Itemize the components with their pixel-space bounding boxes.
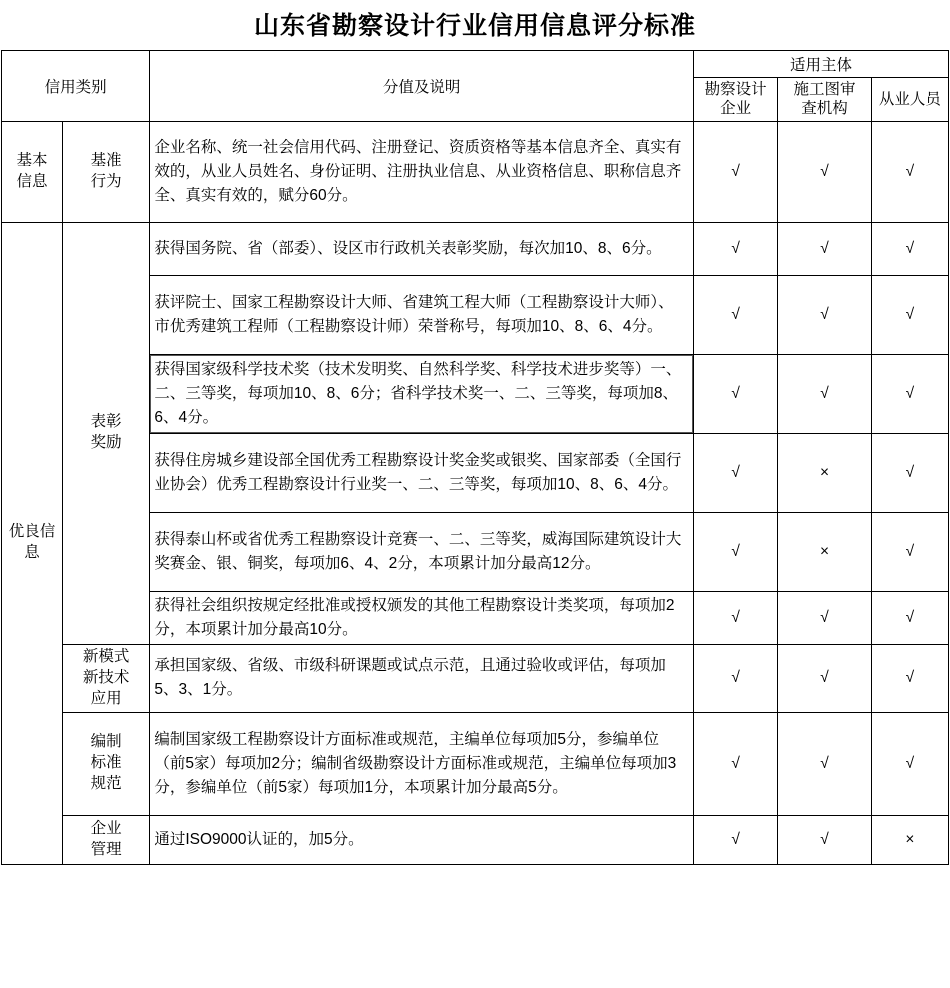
category-good-info-line1: 优良信 <box>8 523 56 541</box>
subject-2-line2: 查机构 <box>801 100 848 118</box>
row-description: 承担国家级、省级、市级科研课题或试点示范，且通过验收或评估，每项加5、3、1分。 <box>150 644 694 712</box>
subcategory-standard-drafting <box>62 712 149 815</box>
subcategory-baseline-behavior <box>62 121 149 222</box>
subcategory-newtech-line3: 应用 <box>90 689 122 707</box>
header-score-description: 分值及说明 <box>150 51 694 122</box>
mark-practitioner: √ <box>871 222 948 275</box>
header-subject-drawing-review <box>778 78 871 122</box>
subcategory-newtech-line2: 新技术 <box>82 668 130 686</box>
subcategory-newtech-line1: 新模式 <box>82 647 130 665</box>
category-good-info-line2: 息 <box>24 544 40 562</box>
table-row <box>2 712 949 815</box>
mark-design-enterprise: √ <box>693 591 777 644</box>
header-applicable-group: 适用主体 <box>693 51 948 78</box>
header-credit-category: 信用类别 <box>2 51 150 122</box>
subcategory-new-technology <box>62 644 149 712</box>
mark-drawing-review: × <box>778 433 871 512</box>
subcategory-mgmt-line2: 管理 <box>90 840 122 858</box>
mark-practitioner: √ <box>871 275 948 354</box>
mark-practitioner: √ <box>871 354 948 433</box>
mark-design-enterprise: √ <box>693 712 777 815</box>
subject-1-line1: 勘察设计 <box>704 81 767 98</box>
subcategory-mgmt-line1: 企业 <box>90 819 122 837</box>
row-description: 获得泰山杯或省优秀工程勘察设计竞赛一、二、三等奖，威海国际建筑设计大奖赛金、银、铜奖，每项加6、4、2分，本项累计加分最高12分。 <box>150 512 694 591</box>
mark-practitioner: √ <box>871 644 948 712</box>
row-description: 获得国家级科学技术奖（技术发明奖、自然科学奖、科学技术进步奖等）一、二、三等奖，每项加10、8、6分；省科学技术奖一、二、三等奖，每项加8、6、4分。 <box>150 354 694 433</box>
row-description: 编制国家级工程勘察设计方面标准或规范，主编单位每项加5分，参编单位（前5家）每项加2分；编制省级勘察设计方面标准或规范，主编单位每项加3分，参编单位（前5家）每项加1分，本项累计加分最高5分。 <box>150 712 694 815</box>
mark-design-enterprise: √ <box>693 512 777 591</box>
table-row <box>2 121 949 222</box>
mark-drawing-review: × <box>778 512 871 591</box>
mark-drawing-review: √ <box>778 591 871 644</box>
row-description: 通过ISO9000认证的，加5分。 <box>150 815 694 864</box>
row-description: 获得国务院、省（部委）、设区市行政机关表彰奖励，每次加10、8、6分。 <box>150 222 694 275</box>
subcategory-standard-line1: 编制 <box>90 733 122 751</box>
subcategory-commendation-line2: 奖励 <box>90 434 122 452</box>
credit-score-table <box>1 50 949 865</box>
row-description: 获得住房城乡建设部全国优秀工程勘察设计奖金奖或银奖、国家部委（全国行业协会）优秀工程勘察设计行业奖一、二、三等奖，每项加10、8、6、4分。 <box>150 433 694 512</box>
mark-design-enterprise: √ <box>693 644 777 712</box>
mark-design-enterprise: √ <box>693 354 777 433</box>
category-basic-info-line1: 基本 <box>16 151 48 169</box>
mark-design-enterprise: √ <box>693 815 777 864</box>
mark-drawing-review: √ <box>778 712 871 815</box>
mark-drawing-review: √ <box>778 222 871 275</box>
mark-design-enterprise: √ <box>693 222 777 275</box>
subcategory-standard-line3: 规范 <box>90 775 122 792</box>
header-subject-design-enterprise <box>693 78 777 122</box>
row-description: 获得社会组织按规定经批准或授权颁发的其他工程勘察设计类奖项，每项加2分，本项累计加分最高10分。 <box>150 591 694 644</box>
mark-design-enterprise: √ <box>693 433 777 512</box>
category-basic-info-line2: 信息 <box>16 172 48 190</box>
table-row <box>2 644 949 712</box>
mark-practitioner: √ <box>871 512 948 591</box>
mark-design-enterprise: √ <box>693 275 777 354</box>
row-description: 企业名称、统一社会信用代码、注册登记、资质资格等基本信息齐全、真实有效的，从业人员姓名、身份证明、注册执业信息、从业资格信息、职称信息齐全、真实有效的，赋分60分。 <box>150 121 694 222</box>
mark-practitioner: × <box>871 815 948 864</box>
subcategory-commendation <box>62 222 149 644</box>
mark-drawing-review: √ <box>778 644 871 712</box>
subcategory-baseline-line2: 行为 <box>90 172 122 190</box>
subcategory-standard-line2: 标准 <box>90 754 122 772</box>
mark-drawing-review: √ <box>778 815 871 864</box>
table-header-row <box>2 51 949 78</box>
mark-practitioner: √ <box>871 712 948 815</box>
subject-2-line1: 施工图审 <box>793 81 856 98</box>
mark-design-enterprise: √ <box>693 121 777 222</box>
mark-practitioner: √ <box>871 121 948 222</box>
subcategory-enterprise-management <box>62 815 149 864</box>
category-basic-info <box>2 121 63 222</box>
subcategory-baseline-line1: 基准 <box>90 151 122 169</box>
mark-practitioner: √ <box>871 433 948 512</box>
subject-1-line2: 企业 <box>720 100 752 118</box>
table-row <box>2 815 949 864</box>
mark-drawing-review: √ <box>778 121 871 222</box>
mark-practitioner: √ <box>871 591 948 644</box>
header-subject-practitioner: 从业人员 <box>871 78 948 122</box>
mark-drawing-review: √ <box>778 354 871 433</box>
page-title: 山东省勘察设计行业信用信息评分标准 <box>253 12 696 40</box>
category-good-info <box>2 222 63 864</box>
subcategory-commendation-line1: 表彰 <box>90 413 122 431</box>
table-row <box>2 222 949 275</box>
row-description: 获评院士、国家工程勘察设计大师、省建筑工程大师（工程勘察设计大师）、市优秀建筑工程师（工程勘察设计师）荣誉称号，每项加10、8、6、4分。 <box>150 275 694 354</box>
mark-drawing-review: √ <box>778 275 871 354</box>
